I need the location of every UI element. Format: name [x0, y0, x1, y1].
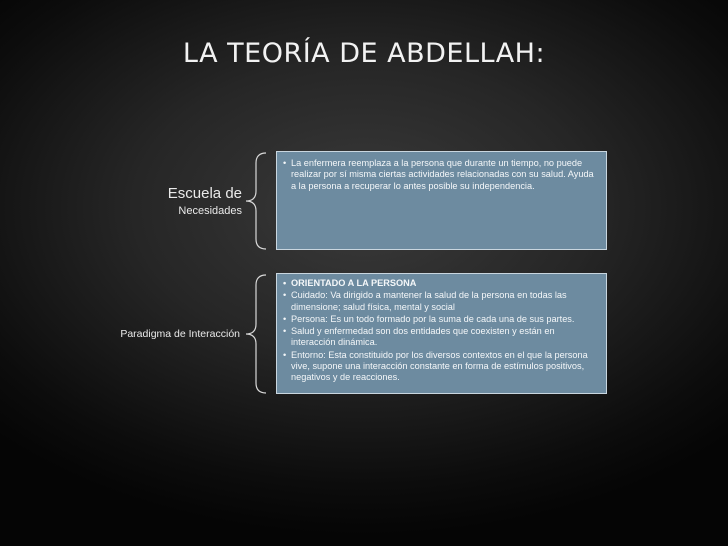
bullet-icon: •	[283, 349, 287, 360]
bullet-icon: •	[283, 313, 287, 324]
brace-section-2	[244, 273, 270, 395]
bullet-icon: •	[283, 158, 287, 168]
item-text: La enfermera reemplaza a la persona que durante un tiempo, no puede realizar por sí misma ciertas actividades relacionadas con su salud. Ayuda a la persona a recuperar lo antes posible su independencia.	[291, 158, 594, 191]
list-item	[283, 278, 600, 289]
item-text: Salud y enfermedad son dos entidades que coexisten y están en interacción dinámica.	[291, 326, 555, 348]
item-text: Persona: Es un todo formado por la suma de cada una de sus partes.	[291, 313, 575, 324]
section-sublabel-necesidades: Necesidades	[178, 205, 242, 217]
bullet-icon: •	[283, 290, 287, 301]
item-text: Cuidado: Va dirigido a mantener la salud de la persona en todas las dimensione; salud física, mental y social	[291, 290, 567, 312]
list-item	[283, 158, 600, 192]
content-box-paradigma	[276, 273, 607, 394]
slide-title: LA TEORÍA DE ABDELLAH:	[182, 38, 546, 69]
section-label-paradigma: Paradigma de Interacción	[120, 328, 240, 340]
bullet-icon: •	[283, 326, 287, 337]
list-item	[283, 326, 600, 349]
item-text: Entorno: Esta constituido por los diversos contextos en el que la persona vive, supone una interacción constante en forma de estímulos positivos, negativos y de reacciones.	[291, 349, 588, 383]
section-label-escuela: Escuela de	[167, 185, 242, 202]
list-item	[283, 350, 600, 384]
brace-section-1	[244, 151, 270, 251]
list-item	[283, 314, 600, 325]
content-box-escuela	[276, 151, 607, 250]
bullet-icon: •	[283, 278, 287, 288]
list-item	[283, 290, 600, 313]
item-text: ORIENTADO A LA PERSONA	[291, 278, 417, 288]
